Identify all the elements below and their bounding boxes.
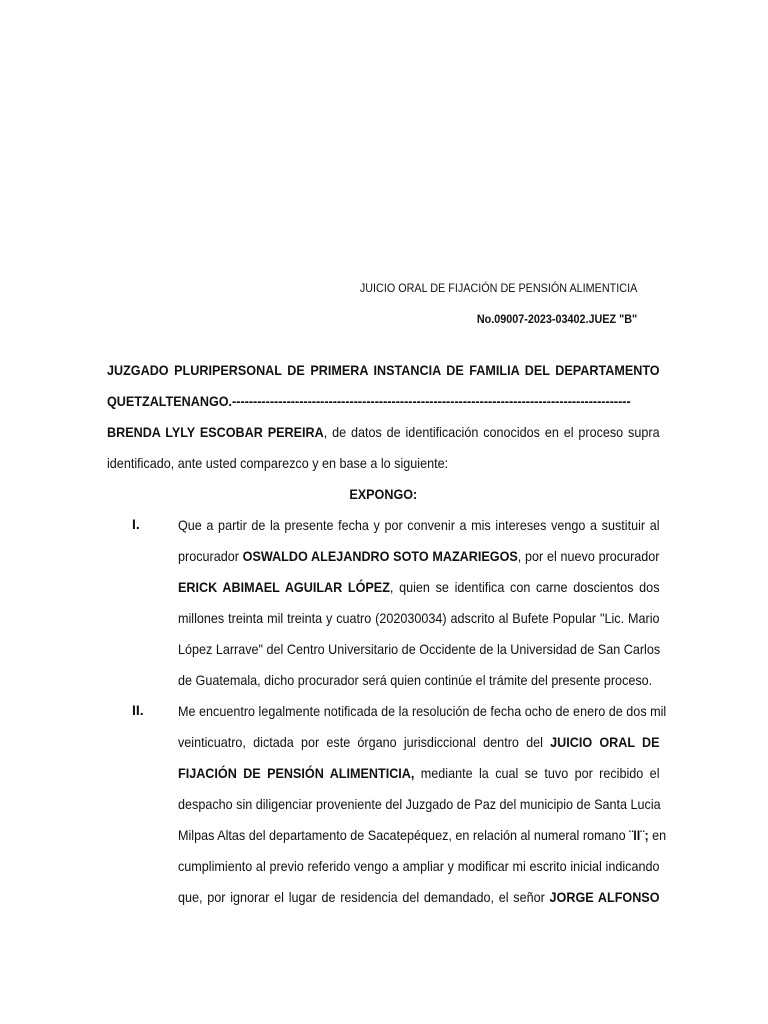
section-title: EXPONGO: [349,486,418,502]
item-1-line-5: López Larrave" del Centro Universitario de Occidente de la Universidad de San Carlos [178,641,661,657]
item-1-numeral: I. [132,516,140,532]
intro-line-1: BRENDA LYLY ESCOBAR PEREIRA, de datos de identificación conocidos en el proceso supra [107,424,660,440]
addressee-line-2: QUETZALTENANGO.----------------------------------------------------------------------------------------------- [107,393,631,409]
addressee-line-1: JUZGADO PLURIPERSONAL DE PRIMERA INSTANCIA DE FAMILIA DEL DEPARTAMENTO [107,362,660,378]
item-1-line-3: ERICK ABIMAEL AGUILAR LÓPEZ, quien se identifica con carne doscientos dos [178,579,660,595]
item-2-line-5: Milpas Altas del departamento de Sacatepéquez, en relación al numeral romano ¨II¨; en [178,827,667,843]
case-title: JUICIO ORAL DE FIJACIÓN DE PENSIÓN ALIMENTICIA [359,281,637,295]
item-2-line-6: cumplimiento al previo referido vengo a ampliar y modificar mi escrito inicial indicando [178,858,660,874]
item-2-numeral: II. [132,702,144,718]
item-2-line-2: veinticuatro, dictada por este órgano jurisdiccional dentro del JUICIO ORAL DE [178,734,660,750]
item-2-line-7: que, por ignorar el lugar de residencia del demandado, el señor JORGE ALFONSO [178,889,660,905]
party-name: BRENDA LYLY ESCOBAR PEREIRA [107,424,324,440]
item-2-line-1: Me encuentro legalmente notificada de la resolución de fecha ocho de enero de dos mil [178,703,667,719]
item-1-line-4: millones treinta mil treinta y cuatro (202030034) adscrito al Bufete Popular "Lic. Mario [178,610,660,626]
item-2-line-4: despacho sin diligenciar proveniente del Juzgado de Paz del municipio de Santa Lucia [178,796,661,812]
case-number: No.09007-2023-03402.JUEZ "B" [476,312,637,326]
item-1-line-2: procurador OSWALDO ALEJANDRO SOTO MAZARIEGOS, por el nuevo procurador [178,548,660,564]
item-2-line-3: FIJACIÓN DE PENSIÓN ALIMENTICIA, mediante la cual se tuvo por recibido el [178,765,660,781]
item-1-line-6: de Guatemala, dicho procurador será quien continúe el trámite del presente proceso. [178,672,653,688]
intro-line-2: identificado, ante usted comparezco y en base a lo siguiente: [107,455,449,471]
item-1-line-1: Que a partir de la presente fecha y por convenir a mis intereses vengo a sustituir al [178,517,660,533]
